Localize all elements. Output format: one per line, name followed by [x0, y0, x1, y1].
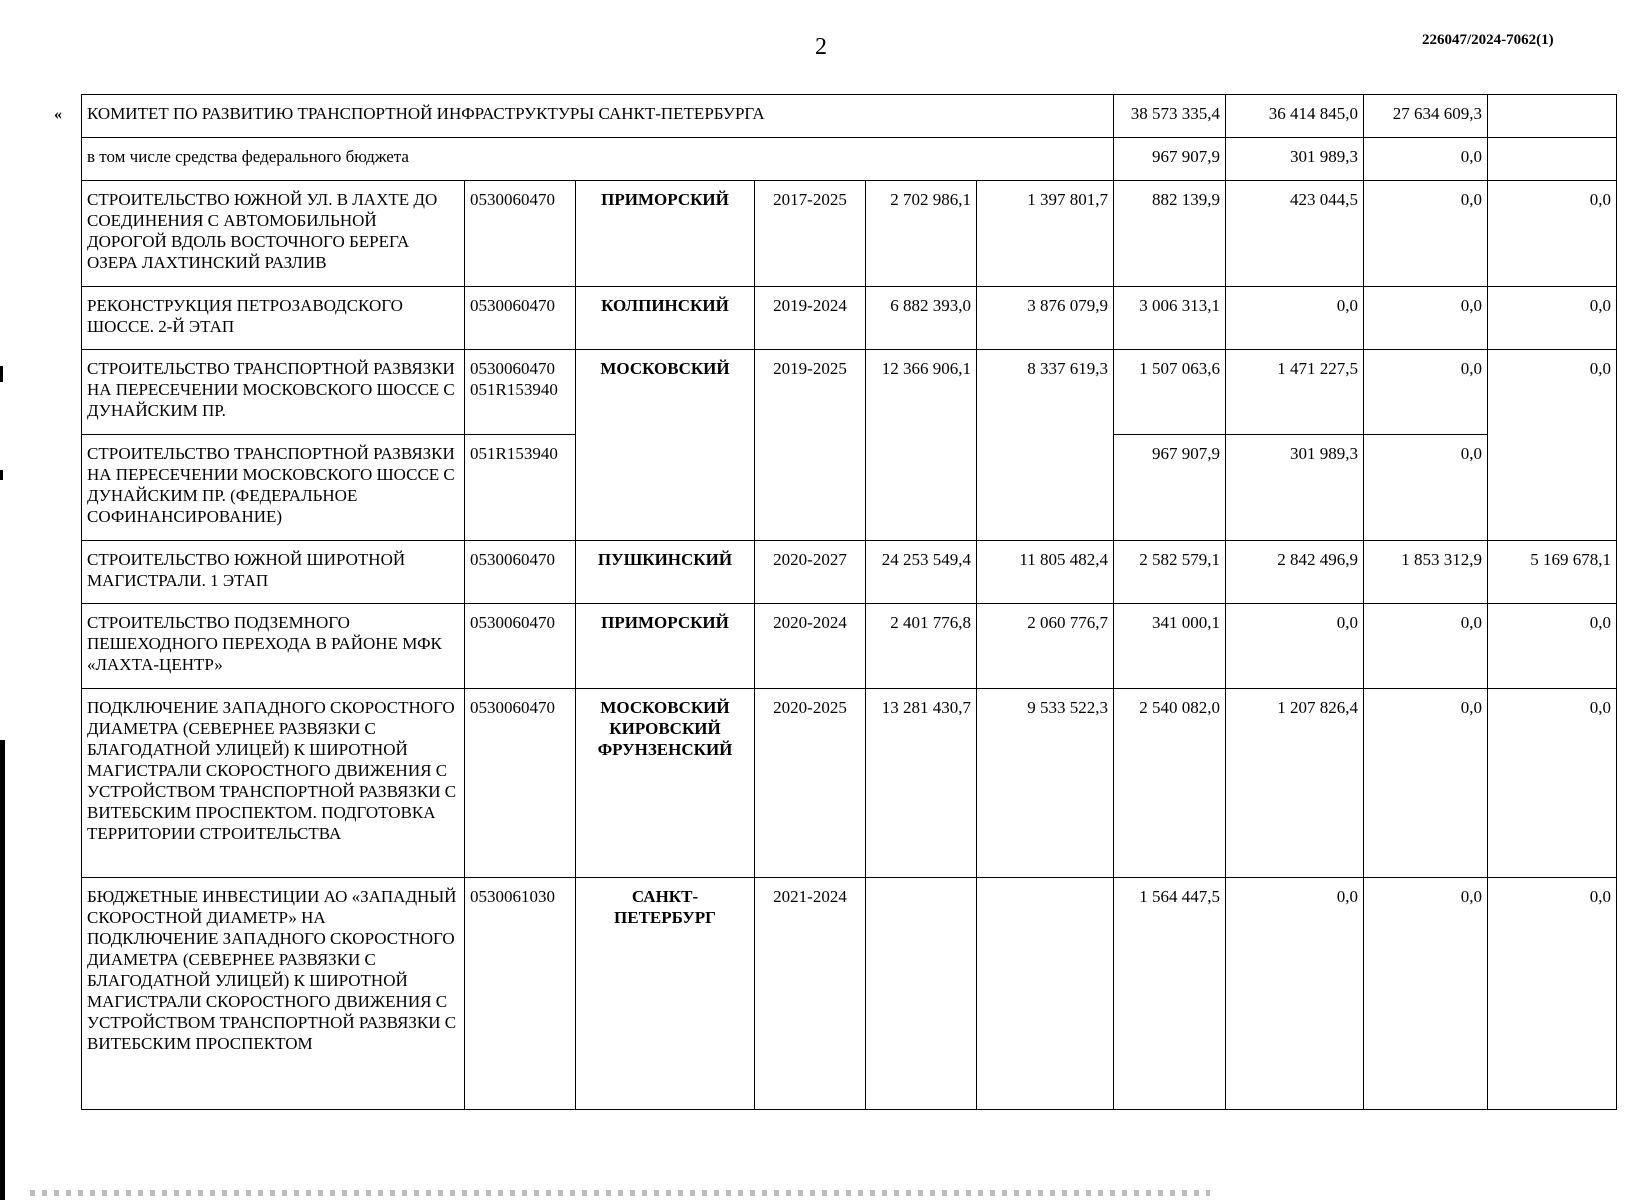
- value-1: 341 000,1: [1114, 604, 1226, 689]
- district: ПРИМОРСКИЙ: [576, 604, 755, 689]
- department-value-4: [1488, 95, 1617, 138]
- department-value-3: 27 634 609,3: [1364, 95, 1488, 138]
- value-3: 1 853 312,9: [1364, 541, 1488, 604]
- value-2: 301 989,3: [1226, 435, 1364, 541]
- budget-code: 0530060470: [465, 541, 576, 604]
- value-1: 967 907,9: [1114, 435, 1226, 541]
- value-2: 0,0: [1226, 287, 1364, 350]
- period: 2017-2025: [755, 181, 866, 287]
- value-3: 0,0: [1364, 435, 1488, 541]
- period: 2019-2024: [755, 287, 866, 350]
- scan-bottom-artifact: [30, 1190, 1210, 1196]
- spent-amount: 3 876 079,9: [977, 287, 1114, 350]
- district: КОЛПИНСКИЙ: [576, 287, 755, 350]
- spent-amount: [977, 878, 1114, 1110]
- total-cost: 2 702 986,1: [866, 181, 977, 287]
- budget-code: 051R153940: [465, 435, 576, 541]
- project-name: СТРОИТЕЛЬСТВО ТРАНСПОРТНОЙ РАЗВЯЗКИ НА ПЕРЕСЕЧЕНИИ МОСКОВСКОГО ШОССЕ С ДУНАЙСКИМ ПР. (ФЕДЕРАЛЬНОЕ СОФИНАНСИРОВАНИЕ): [82, 435, 465, 541]
- scan-edge-rule: [0, 740, 5, 1200]
- value-3: 0,0: [1364, 287, 1488, 350]
- district: САНКТ-ПЕТЕРБУРГ: [576, 878, 755, 1110]
- total-cost: 6 882 393,0: [866, 287, 977, 350]
- value-1: 3 006 313,1: [1114, 287, 1226, 350]
- budget-code: 0530060470: [465, 287, 576, 350]
- department-value-2: 36 414 845,0: [1226, 95, 1364, 138]
- budget-table: [81, 94, 1617, 1110]
- district: КИРОВСКИЙ: [609, 719, 721, 738]
- project-name: БЮДЖЕТНЫЕ ИНВЕСТИЦИИ АО «ЗАПАДНЫЙ СКОРОСТНОЙ ДИАМЕТР» НА ПОДКЛЮЧЕНИЕ ЗАПАДНОГО СКОРОСТНОГО ДИАМЕТРА (СЕВЕРНЕЕ РАЗВЯЗКИ С БЛАГОДАТНОЙ УЛИЦЕЙ) К ШИРОТНОЙ МАГИСТРАЛИ СКОРОСТНОГО ДВИЖЕНИЯ С УСТРОЙСТВОМ ТРАНСПОРТНОЙ РАЗВЯЗКИ С ВИТЕБСКИМ ПРОСПЕКТОМ: [82, 878, 465, 1110]
- total-cost: [866, 878, 977, 1110]
- value-2: 0,0: [1226, 878, 1364, 1110]
- value-2: 1 207 826,4: [1226, 689, 1364, 878]
- department-row: [82, 95, 1617, 138]
- spent-amount: 11 805 482,4: [977, 541, 1114, 604]
- period: 2020-2027: [755, 541, 866, 604]
- federal-row: [82, 138, 1617, 181]
- federal-value-4-empty: [1488, 138, 1617, 181]
- spent-amount: 8 337 619,3: [977, 350, 1114, 541]
- budget-code: 0530061030: [465, 878, 576, 1110]
- total-cost: 13 281 430,7: [866, 689, 977, 878]
- table-row: [82, 604, 1617, 689]
- value-3: 0,0: [1364, 689, 1488, 878]
- scan-edge-tick: [0, 470, 3, 480]
- project-name: ПОДКЛЮЧЕНИЕ ЗАПАДНОГО СКОРОСТНОГО ДИАМЕТРА (СЕВЕРНЕЕ РАЗВЯЗКИ С БЛАГОДАТНОЙ УЛИЦЕЙ) К ШИРОТНОЙ МАГИСТРАЛИ СКОРОСТНОГО ДВИЖЕНИЯ С УСТРОЙСТВОМ ТРАНСПОРТНОЙ РАЗВЯЗКИ С ВИТЕБСКИМ ПРОСПЕКТОМ. ПОДГОТОВКА ТЕРРИТОРИИ СТРОИТЕЛЬСТВА: [82, 689, 465, 878]
- department-value-1: 38 573 335,4: [1114, 95, 1226, 138]
- page-number: 2: [815, 34, 827, 60]
- table-row: [82, 350, 1617, 435]
- district: ПУШКИНСКИЙ: [576, 541, 755, 604]
- table-row: [82, 878, 1617, 1110]
- total-cost: 12 366 906,1: [866, 350, 977, 541]
- value-2: 0,0: [1226, 604, 1364, 689]
- period: 2020-2024: [755, 604, 866, 689]
- project-name: СТРОИТЕЛЬСТВО ТРАНСПОРТНОЙ РАЗВЯЗКИ НА ПЕРЕСЕЧЕНИИ МОСКОВСКОГО ШОССЕ С ДУНАЙСКИМ ПР.: [82, 350, 465, 435]
- project-name: РЕКОНСТРУКЦИЯ ПЕТРОЗАВОДСКОГО ШОССЕ. 2-Й ЭТАП: [82, 287, 465, 350]
- period: 2021-2024: [755, 878, 866, 1110]
- budget-code-secondary: 051R153940: [470, 380, 558, 399]
- budget-code: 0530060470: [470, 359, 555, 378]
- district: МОСКОВСКИЙ: [600, 698, 730, 717]
- district: ПРИМОРСКИЙ: [576, 181, 755, 287]
- budget-code: 0530060470: [465, 181, 576, 287]
- period: 2020-2025: [755, 689, 866, 878]
- value-3: 0,0: [1364, 604, 1488, 689]
- value-4: 0,0: [1488, 287, 1617, 350]
- value-4: 0,0: [1488, 350, 1617, 541]
- district: ФРУНЗЕНСКИЙ: [597, 740, 733, 759]
- value-1: 1 564 447,5: [1114, 878, 1226, 1110]
- budget-codes: [465, 350, 576, 435]
- table-row: [82, 181, 1617, 287]
- federal-value-3: 0,0: [1364, 138, 1488, 181]
- opening-quote-mark: «: [54, 106, 62, 123]
- project-name: СТРОИТЕЛЬСТВО ЮЖНОЙ УЛ. В ЛАХТЕ ДО СОЕДИНЕНИЯ С АВТОМОБИЛЬНОЙ ДОРОГОЙ ВДОЛЬ ВОСТОЧНОГО БЕРЕГА ОЗЕРА ЛАХТИНСКИЙ РАЗЛИВ: [82, 181, 465, 287]
- value-3: 0,0: [1364, 878, 1488, 1110]
- table-row: [82, 287, 1617, 350]
- project-name: СТРОИТЕЛЬСТВО ЮЖНОЙ ШИРОТНОЙ МАГИСТРАЛИ. 1 ЭТАП: [82, 541, 465, 604]
- value-4: 5 169 678,1: [1488, 541, 1617, 604]
- document-id: 226047/2024-7062(1): [1422, 32, 1554, 48]
- district-list: [576, 689, 755, 878]
- table-row: [82, 689, 1617, 878]
- budget-code: 0530060470: [465, 689, 576, 878]
- spent-amount: 9 533 522,3: [977, 689, 1114, 878]
- district: МОСКОВСКИЙ: [576, 350, 755, 541]
- table-row: [82, 541, 1617, 604]
- value-4: 0,0: [1488, 878, 1617, 1110]
- value-4: 0,0: [1488, 604, 1617, 689]
- budget-code: 0530060470: [465, 604, 576, 689]
- value-1: 1 507 063,6: [1114, 350, 1226, 435]
- value-3: 0,0: [1364, 181, 1488, 287]
- value-4: 0,0: [1488, 689, 1617, 878]
- department-name: КОМИТЕТ ПО РАЗВИТИЮ ТРАНСПОРТНОЙ ИНФРАСТРУКТУРЫ САНКТ-ПЕТЕРБУРГА: [82, 95, 1114, 138]
- value-1: 2 540 082,0: [1114, 689, 1226, 878]
- value-4: 0,0: [1488, 181, 1617, 287]
- value-2: 1 471 227,5: [1226, 350, 1364, 435]
- total-cost: 24 253 549,4: [866, 541, 977, 604]
- value-1: 882 139,9: [1114, 181, 1226, 287]
- value-3: 0,0: [1364, 350, 1488, 435]
- period: 2019-2025: [755, 350, 866, 541]
- value-2: 423 044,5: [1226, 181, 1364, 287]
- scan-edge-tick: [0, 366, 3, 382]
- project-name: СТРОИТЕЛЬСТВО ПОДЗЕМНОГО ПЕШЕХОДНОГО ПЕРЕХОДА В РАЙОНЕ МФК «ЛАХТА-ЦЕНТР»: [82, 604, 465, 689]
- spent-amount: 2 060 776,7: [977, 604, 1114, 689]
- federal-label: в том числе средства федерального бюджета: [82, 138, 1114, 181]
- value-1: 2 582 579,1: [1114, 541, 1226, 604]
- value-2: 2 842 496,9: [1226, 541, 1364, 604]
- spent-amount: 1 397 801,7: [977, 181, 1114, 287]
- total-cost: 2 401 776,8: [866, 604, 977, 689]
- federal-value-2: 301 989,3: [1226, 138, 1364, 181]
- federal-value-1: 967 907,9: [1114, 138, 1226, 181]
